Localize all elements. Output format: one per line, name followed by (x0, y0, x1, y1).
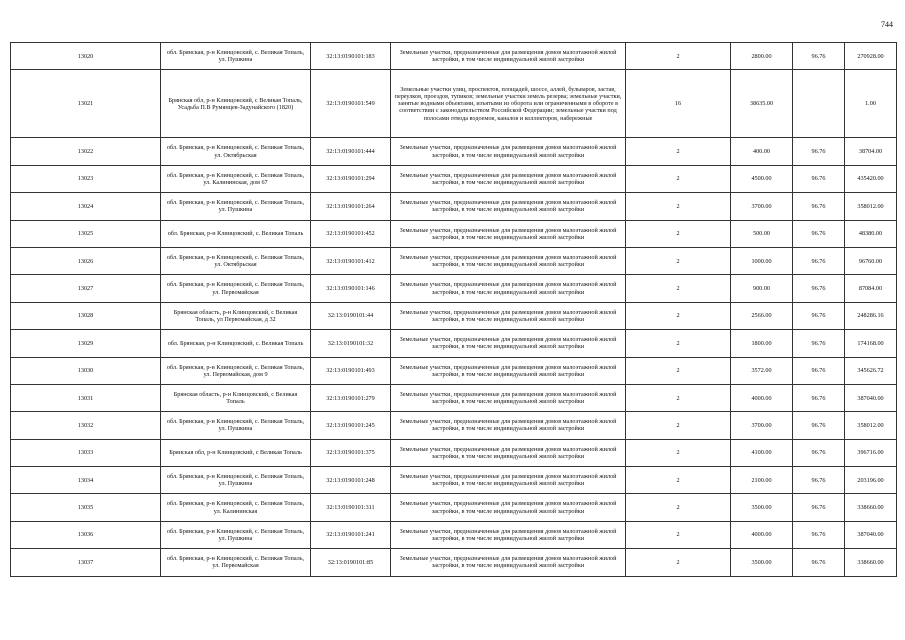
specific-value-cell: 96.76 (793, 220, 845, 247)
specific-value-cell: 96.76 (793, 549, 845, 576)
address-cell: Брянская обл, р-н Клинцовский, с Великая Топаль, Усадьба П.В Румянцев-Задунайского (1820) (161, 70, 311, 138)
cadastral-value-cell: 87084.00 (845, 275, 897, 302)
specific-value-cell (793, 70, 845, 138)
area-cell: 3700.00 (731, 412, 793, 439)
cadastral-number-cell: 32:13:0190101:549 (311, 70, 391, 138)
area-cell: 2800.00 (731, 43, 793, 70)
area-cell: 400.00 (731, 138, 793, 165)
cadastral-number-cell: 32:13:0190101:241 (311, 521, 391, 548)
land-use-description-cell: Земельные участки, предназначенные для размещения домов малоэтажной жилой застройки, в том числе индивидуальной жилой застройки (391, 165, 626, 192)
cadastral-number-cell: 32:13:0190101:146 (311, 275, 391, 302)
specific-value-cell: 96.76 (793, 439, 845, 466)
row-number: 13030 (11, 357, 161, 384)
group-cell: 2 (626, 412, 731, 439)
cadastral-number-cell: 32:13:0190101:375 (311, 439, 391, 466)
land-use-description-cell: Земельные участки, предназначенные для размещения домов малоэтажной жилой застройки, в том числе индивидуальной жилой застройки (391, 439, 626, 466)
area-cell: 3572.00 (731, 357, 793, 384)
land-use-description-cell: Земельные участки, предназначенные для размещения домов малоэтажной жилой застройки, в том числе индивидуальной жилой застройки (391, 193, 626, 220)
cadastral-number-cell: 32:13:0190101:311 (311, 494, 391, 521)
row-number: 13029 (11, 330, 161, 357)
table-row (11, 439, 897, 466)
specific-value-cell: 96.76 (793, 43, 845, 70)
cadastral-value-cell: 270928.00 (845, 43, 897, 70)
row-number: 13024 (11, 193, 161, 220)
land-use-description-cell: Земельные участки, предназначенные для размещения домов малоэтажной жилой застройки, в том числе индивидуальной жилой застройки (391, 521, 626, 548)
specific-value-cell: 96.76 (793, 193, 845, 220)
cadastral-value-cell: 387040.00 (845, 384, 897, 411)
cadastral-value-cell: 96760.00 (845, 247, 897, 274)
land-use-description-cell: Земельные участки, предназначенные для размещения домов малоэтажной жилой застройки, в том числе индивидуальной жилой застройки (391, 330, 626, 357)
cadastral-number-cell: 32:13:0190101:444 (311, 138, 391, 165)
specific-value-cell: 96.76 (793, 494, 845, 521)
specific-value-cell: 96.76 (793, 467, 845, 494)
group-cell: 2 (626, 549, 731, 576)
land-use-description-cell: Земельные участки, предназначенные для размещения домов малоэтажной жилой застройки, в том числе индивидуальной жилой застройки (391, 467, 626, 494)
area-cell: 1000.00 (731, 247, 793, 274)
row-number: 13022 (11, 138, 161, 165)
cadastral-value-cell: 435420.00 (845, 165, 897, 192)
cadastral-number-cell: 32:13:0190101:264 (311, 193, 391, 220)
row-number: 13031 (11, 384, 161, 411)
group-cell: 2 (626, 467, 731, 494)
table-row (11, 549, 897, 576)
cadastral-value-cell: 48380.00 (845, 220, 897, 247)
area-cell: 4100.00 (731, 439, 793, 466)
land-use-description-cell: Земельные участки, предназначенные для размещения домов малоэтажной жилой застройки, в том числе индивидуальной жилой застройки (391, 494, 626, 521)
group-cell: 2 (626, 138, 731, 165)
cadastral-value-cell: 338660.00 (845, 494, 897, 521)
table-row (11, 412, 897, 439)
table-row (11, 247, 897, 274)
cadastral-value-cell: 396716.00 (845, 439, 897, 466)
cadastral-number-cell: 32:13:0190101:248 (311, 467, 391, 494)
table-body (11, 43, 897, 577)
row-number: 13035 (11, 494, 161, 521)
address-cell: обл. Брянская, р-н Клинцовский, с. Великая Топаль (161, 220, 311, 247)
area-cell: 3700.00 (731, 193, 793, 220)
group-cell: 16 (626, 70, 731, 138)
group-cell: 2 (626, 302, 731, 329)
area-cell: 3500.00 (731, 549, 793, 576)
address-cell: обл. Брянская, р-н Клинцовский, с. Великая Топаль, ул. Первомайская (161, 275, 311, 302)
address-cell: обл. Брянская, р-н Клинцовский, с. Великая Топаль, ул. Первомайская, дом 9 (161, 357, 311, 384)
specific-value-cell: 96.76 (793, 138, 845, 165)
land-use-description-cell: Земельные участки улиц, проспектов, площадей, шоссе, аллей, бульваров, застав, переулков, проездов, тупиков; земельные участки земель резерва; земельные участки, занятые водными объектами, изъятыми из оборота или ограниченными в обороте в соответствии с законодательством Российской Федерации; земельные участки под полосами отвода водоемов, каналов и коллекторов, набережные (391, 70, 626, 138)
specific-value-cell: 96.76 (793, 247, 845, 274)
specific-value-cell: 96.76 (793, 302, 845, 329)
land-use-description-cell: Земельные участки, предназначенные для размещения домов малоэтажной жилой застройки, в том числе индивидуальной жилой застройки (391, 357, 626, 384)
cadastral-number-cell: 32:13:0190101:245 (311, 412, 391, 439)
area-cell: 900.00 (731, 275, 793, 302)
group-cell: 2 (626, 193, 731, 220)
cadastral-value-table (10, 42, 897, 577)
cadastral-number-cell: 32:13:0190101:32 (311, 330, 391, 357)
specific-value-cell: 96.76 (793, 357, 845, 384)
address-cell: обл. Брянская, р-н Клинцовский, с. Великая Топаль, ул. Октябрьская (161, 247, 311, 274)
land-use-description-cell: Земельные участки, предназначенные для размещения домов малоэтажной жилой застройки, в том числе индивидуальной жилой застройки (391, 412, 626, 439)
address-cell: обл. Брянская, р-н Клинцовский, с. Великая Топаль, ул. Пушкина (161, 521, 311, 548)
specific-value-cell: 96.76 (793, 521, 845, 548)
specific-value-cell: 96.76 (793, 384, 845, 411)
cadastral-value-cell: 38704.00 (845, 138, 897, 165)
address-cell: Брянская область, р-н Клинцовский, с Великая Топаль, ул Первомайская, д 32 (161, 302, 311, 329)
group-cell: 2 (626, 220, 731, 247)
land-use-description-cell: Земельные участки, предназначенные для размещения домов малоэтажной жилой застройки, в том числе индивидуальной жилой застройки (391, 302, 626, 329)
cadastral-number-cell: 32:13:0190101:279 (311, 384, 391, 411)
table-row (11, 521, 897, 548)
area-cell: 2100.00 (731, 467, 793, 494)
group-cell: 2 (626, 165, 731, 192)
row-number: 13037 (11, 549, 161, 576)
cadastral-number-cell: 32:13:0190101:85 (311, 549, 391, 576)
group-cell: 2 (626, 439, 731, 466)
cadastral-number-cell: 32:13:0190101:412 (311, 247, 391, 274)
group-cell: 2 (626, 43, 731, 70)
address-cell: обл. Брянская, р-н Клинцовский, с. Великая Топаль, ул. Октябрьская (161, 138, 311, 165)
land-use-description-cell: Земельные участки, предназначенные для размещения домов малоэтажной жилой застройки, в том числе индивидуальной жилой застройки (391, 549, 626, 576)
row-number: 13032 (11, 412, 161, 439)
row-number: 13028 (11, 302, 161, 329)
specific-value-cell: 96.76 (793, 275, 845, 302)
table-row (11, 494, 897, 521)
row-number: 13021 (11, 70, 161, 138)
cadastral-number-cell: 32:13:0190101:44 (311, 302, 391, 329)
table-row (11, 384, 897, 411)
group-cell: 2 (626, 247, 731, 274)
cadastral-value-cell: 248286.16 (845, 302, 897, 329)
cadastral-value-cell: 387040.00 (845, 521, 897, 548)
table-row (11, 165, 897, 192)
table-row (11, 70, 897, 138)
cadastral-value-cell: 338660.00 (845, 549, 897, 576)
area-cell: 4000.00 (731, 521, 793, 548)
address-cell: обл. Брянская, р-н Клинцовский, с. Великая Топаль, ул. Калининская (161, 494, 311, 521)
cadastral-number-cell: 32:13:0190101:183 (311, 43, 391, 70)
table-row (11, 138, 897, 165)
cadastral-number-cell: 32:13:0190101:452 (311, 220, 391, 247)
cadastral-number-cell: 32:13:0190101:294 (311, 165, 391, 192)
table-row (11, 193, 897, 220)
table-row (11, 467, 897, 494)
table-row (11, 330, 897, 357)
group-cell: 2 (626, 384, 731, 411)
address-cell: обл. Брянская, р-н Клинцовский, с. Великая Топаль, ул. Первомайская (161, 549, 311, 576)
row-number: 13027 (11, 275, 161, 302)
group-cell: 2 (626, 494, 731, 521)
row-number: 13025 (11, 220, 161, 247)
address-cell: обл. Брянская, р-н Клинцовский, с. Великая Топаль, ул. Пушкина (161, 43, 311, 70)
row-number: 13020 (11, 43, 161, 70)
land-use-description-cell: Земельные участки, предназначенные для размещения домов малоэтажной жилой застройки, в том числе индивидуальной жилой застройки (391, 138, 626, 165)
table-row (11, 357, 897, 384)
address-cell: обл. Брянская, р-н Клинцовский, с. Великая Топаль, ул. Пушкина (161, 193, 311, 220)
table-row (11, 43, 897, 70)
row-number: 13026 (11, 247, 161, 274)
land-use-description-cell: Земельные участки, предназначенные для размещения домов малоэтажной жилой застройки, в том числе индивидуальной жилой застройки (391, 43, 626, 70)
area-cell: 2566.00 (731, 302, 793, 329)
page-number: 744 (881, 20, 893, 29)
row-number: 13033 (11, 439, 161, 466)
specific-value-cell: 96.76 (793, 165, 845, 192)
cadastral-value-cell: 358012.00 (845, 193, 897, 220)
specific-value-cell: 96.76 (793, 412, 845, 439)
address-cell: Брянская обл, р-н Клинцовский, с Великая Топаль (161, 439, 311, 466)
group-cell: 2 (626, 330, 731, 357)
address-cell: Брянская область, р-н Клинцовский, с Великая Топаль (161, 384, 311, 411)
area-cell: 500.00 (731, 220, 793, 247)
land-use-description-cell: Земельные участки, предназначенные для размещения домов малоэтажной жилой застройки, в том числе индивидуальной жилой застройки (391, 220, 626, 247)
group-cell: 2 (626, 275, 731, 302)
cadastral-number-cell: 32:13:0190101:493 (311, 357, 391, 384)
group-cell: 2 (626, 357, 731, 384)
table-row (11, 302, 897, 329)
address-cell: обл. Брянская, р-н Клинцовский, с. Великая Топаль, ул. Калининская, дом 67 (161, 165, 311, 192)
land-use-description-cell: Земельные участки, предназначенные для размещения домов малоэтажной жилой застройки, в том числе индивидуальной жилой застройки (391, 275, 626, 302)
row-number: 13036 (11, 521, 161, 548)
area-cell: 4000.00 (731, 384, 793, 411)
cadastral-value-cell: 203196.00 (845, 467, 897, 494)
cadastral-value-cell: 345626.72 (845, 357, 897, 384)
area-cell: 4500.00 (731, 165, 793, 192)
cadastral-value-cell: 358012.00 (845, 412, 897, 439)
row-number: 13034 (11, 467, 161, 494)
area-cell: 1800.00 (731, 330, 793, 357)
land-use-description-cell: Земельные участки, предназначенные для размещения домов малоэтажной жилой застройки, в том числе индивидуальной жилой застройки (391, 247, 626, 274)
area-cell: 38635.00 (731, 70, 793, 138)
cadastral-value-cell: 174168.00 (845, 330, 897, 357)
cadastral-value-cell: 1.00 (845, 70, 897, 138)
address-cell: обл. Брянская, р-н Клинцовский, с. Великая Топаль, ул. Пушкина (161, 412, 311, 439)
land-use-description-cell: Земельные участки, предназначенные для размещения домов малоэтажной жилой застройки, в том числе индивидуальной жилой застройки (391, 384, 626, 411)
row-number: 13023 (11, 165, 161, 192)
specific-value-cell: 96.76 (793, 330, 845, 357)
address-cell: обл. Брянская, р-н Клинцовский, с. Великая Топаль, ул. Пушкина (161, 467, 311, 494)
table-row (11, 275, 897, 302)
table-row (11, 220, 897, 247)
address-cell: обл. Брянская, р-н Клинцовский, с. Великая Топаль (161, 330, 311, 357)
group-cell: 2 (626, 521, 731, 548)
area-cell: 3500.00 (731, 494, 793, 521)
